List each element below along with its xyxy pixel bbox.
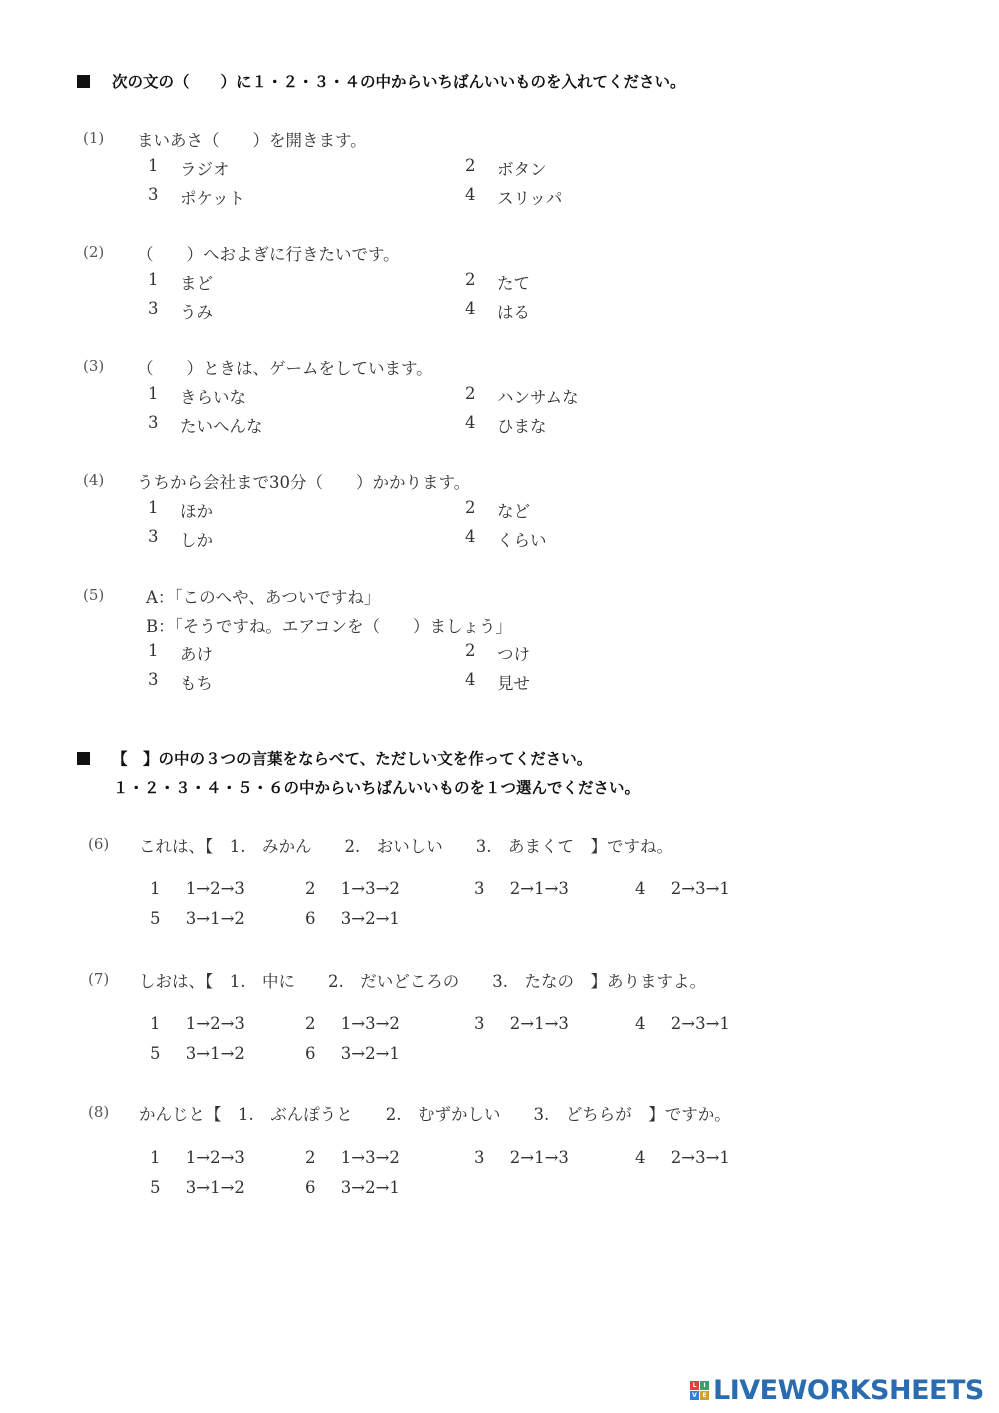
q7-option[interactable]: 3→2→1 bbox=[340, 1044, 400, 1063]
q2-text: （ ）へおよぎに行きたいです。 bbox=[137, 245, 400, 264]
q7-number: (7) bbox=[88, 970, 110, 988]
q2-option-num: 3 bbox=[148, 299, 159, 318]
q4-option[interactable]: くらい bbox=[497, 531, 547, 550]
q5-option[interactable]: 見せ bbox=[497, 674, 530, 693]
q1-option[interactable]: ポケット bbox=[180, 189, 246, 208]
square-bullet-icon bbox=[77, 75, 90, 88]
q8-option[interactable]: 1→2→3 bbox=[185, 1148, 245, 1167]
q5-option-num: 2 bbox=[465, 641, 476, 660]
section1-instruction bbox=[77, 70, 686, 92]
q7-option-num: 4 bbox=[635, 1014, 646, 1033]
q8-option-num: 6 bbox=[305, 1178, 316, 1197]
q8-option[interactable]: 2→1→3 bbox=[509, 1148, 569, 1167]
liveworksheets-mark-icon bbox=[690, 1381, 709, 1400]
q7-option-num: 6 bbox=[305, 1044, 316, 1063]
q2-option-num: 2 bbox=[465, 270, 476, 289]
logo-mark-letter: V bbox=[690, 1391, 699, 1400]
q1-option-num: 2 bbox=[465, 156, 476, 175]
q7-order-options bbox=[150, 1014, 730, 1033]
q3-option-num: 3 bbox=[148, 413, 159, 432]
q8-option-num: 5 bbox=[150, 1178, 161, 1197]
q5-option-num: 4 bbox=[465, 670, 476, 689]
q6-option-num: 2 bbox=[305, 879, 316, 898]
q6-text: これは、【 1. みかん 2. おいしい 3. あまくて 】ですね。 bbox=[139, 837, 673, 856]
q2-option[interactable]: たて bbox=[497, 274, 530, 293]
q8-number: (8) bbox=[88, 1103, 110, 1121]
q5-line-b: B：「そうですね。エアコンを（ ）ましょう」 bbox=[146, 617, 513, 636]
section2-instruction-line2: １・２・３・４・５・６の中からいちばんいいものを１つ選んでください。 bbox=[113, 779, 641, 797]
q2-option[interactable]: まど bbox=[180, 274, 213, 293]
q6-option[interactable]: 3→1→2 bbox=[185, 909, 245, 928]
q8-option-num: 4 bbox=[635, 1148, 646, 1167]
q4-option-num: 2 bbox=[465, 498, 476, 517]
q1-option-num: 3 bbox=[148, 185, 159, 204]
q3-option[interactable]: ひまな bbox=[497, 417, 547, 436]
q7-order-options-row2 bbox=[150, 1044, 400, 1063]
section2-instruction-line1-text: 【 】の中の３つの言葉をならべて、ただしい文を作ってください。 bbox=[112, 750, 593, 768]
logo-mark-letter: E bbox=[700, 1391, 709, 1400]
q7-option-num: 2 bbox=[305, 1014, 316, 1033]
q6-option[interactable]: 1→2→3 bbox=[185, 879, 245, 898]
q1-number: (1) bbox=[83, 129, 105, 147]
q8-option-num: 2 bbox=[305, 1148, 316, 1167]
q4-text: うちから会社まで30分（ ）かかります。 bbox=[137, 473, 471, 492]
q8-option[interactable]: 2→3→1 bbox=[670, 1148, 730, 1167]
q8-text: かんじと【 1. ぶんぽうと 2. むずかしい 3. どちらが 】ですか。 bbox=[139, 1105, 731, 1124]
q6-option-num: 6 bbox=[305, 909, 316, 928]
q3-option[interactable]: きらいな bbox=[180, 388, 246, 407]
q4-option-num: 4 bbox=[465, 527, 476, 546]
q7-option[interactable]: 3→1→2 bbox=[185, 1044, 245, 1063]
q2-option-num: 1 bbox=[148, 270, 159, 289]
q5-option-num: 1 bbox=[148, 641, 159, 660]
q5-line-a: A：「このへや、あついですね」 bbox=[146, 588, 381, 607]
q8-option-num: 1 bbox=[150, 1148, 161, 1167]
q6-option-num: 1 bbox=[150, 879, 161, 898]
q3-option[interactable]: ハンサムな bbox=[497, 388, 579, 407]
q5-number: (5) bbox=[83, 586, 105, 604]
q4-option[interactable]: ほか bbox=[180, 502, 213, 521]
q6-option-num: 5 bbox=[150, 909, 161, 928]
q5-option[interactable]: もち bbox=[180, 674, 213, 693]
q7-option[interactable]: 2→1→3 bbox=[509, 1014, 569, 1033]
q3-option[interactable]: たいへんな bbox=[180, 417, 263, 436]
section1-instruction-text: 次の文の（ ）に１・２・３・４の中からいちばんいいものを入れてください。 bbox=[112, 73, 686, 91]
q4-number: (4) bbox=[83, 471, 105, 489]
q7-option-num: 1 bbox=[150, 1014, 161, 1033]
q4-option[interactable]: しか bbox=[180, 531, 213, 550]
q6-number: (6) bbox=[88, 835, 110, 853]
square-bullet-icon bbox=[77, 752, 90, 765]
q6-option-num: 3 bbox=[474, 879, 485, 898]
q1-option[interactable]: スリッパ bbox=[497, 189, 563, 208]
q6-order-options-row2 bbox=[150, 909, 400, 928]
q2-option[interactable]: はる bbox=[497, 303, 530, 322]
q8-option-num: 3 bbox=[474, 1148, 485, 1167]
q5-option[interactable]: つけ bbox=[497, 645, 530, 664]
q3-option-num: 4 bbox=[465, 413, 476, 432]
q7-text: しおは、【 1. 中に 2. だいどころの 3. たなの 】ありますよ。 bbox=[139, 972, 706, 991]
q4-option[interactable]: など bbox=[497, 502, 530, 521]
q7-option[interactable]: 1→2→3 bbox=[185, 1014, 245, 1033]
q8-option[interactable]: 3→2→1 bbox=[340, 1178, 400, 1197]
q7-option-num: 5 bbox=[150, 1044, 161, 1063]
q6-option[interactable]: 3→2→1 bbox=[340, 909, 400, 928]
q4-option-num: 3 bbox=[148, 527, 159, 546]
liveworksheets-logo[interactable] bbox=[690, 1374, 984, 1406]
q1-option-num: 1 bbox=[148, 156, 159, 175]
logo-mark-letter: I bbox=[700, 1381, 709, 1390]
q8-option[interactable]: 3→1→2 bbox=[185, 1178, 245, 1197]
q8-option[interactable]: 1→3→2 bbox=[340, 1148, 400, 1167]
q5-option[interactable]: あけ bbox=[180, 645, 213, 664]
q2-option[interactable]: うみ bbox=[180, 303, 213, 322]
q3-option-num: 1 bbox=[148, 384, 159, 403]
q1-option-num: 4 bbox=[465, 185, 476, 204]
q4-option-num: 1 bbox=[148, 498, 159, 517]
logo-mark-letter: L bbox=[690, 1381, 699, 1390]
q7-option[interactable]: 1→3→2 bbox=[340, 1014, 400, 1033]
q3-option-num: 2 bbox=[465, 384, 476, 403]
q7-option-num: 3 bbox=[474, 1014, 485, 1033]
q3-text: （ ）ときは、ゲームをしています。 bbox=[137, 359, 433, 378]
q1-option[interactable]: ラジオ bbox=[180, 160, 230, 179]
q8-order-options bbox=[150, 1148, 730, 1167]
q2-number: (2) bbox=[83, 243, 105, 261]
q6-option[interactable]: 1→3→2 bbox=[340, 879, 400, 898]
q6-option[interactable]: 2→1→3 bbox=[509, 879, 569, 898]
q1-option[interactable]: ボタン bbox=[497, 160, 547, 179]
q6-order-options bbox=[150, 879, 730, 898]
q7-option[interactable]: 2→3→1 bbox=[670, 1014, 730, 1033]
q8-order-options-row2 bbox=[150, 1178, 400, 1197]
q1-text: まいあさ（ ）を開きます。 bbox=[137, 131, 367, 150]
q5-option-num: 3 bbox=[148, 670, 159, 689]
q6-option-num: 4 bbox=[635, 879, 646, 898]
logo-text: LIVEWORKSHEETS bbox=[713, 1374, 984, 1406]
section2-instruction-line1 bbox=[77, 747, 592, 769]
q6-option[interactable]: 2→3→1 bbox=[670, 879, 730, 898]
q2-option-num: 4 bbox=[465, 299, 476, 318]
q3-number: (3) bbox=[83, 357, 105, 375]
